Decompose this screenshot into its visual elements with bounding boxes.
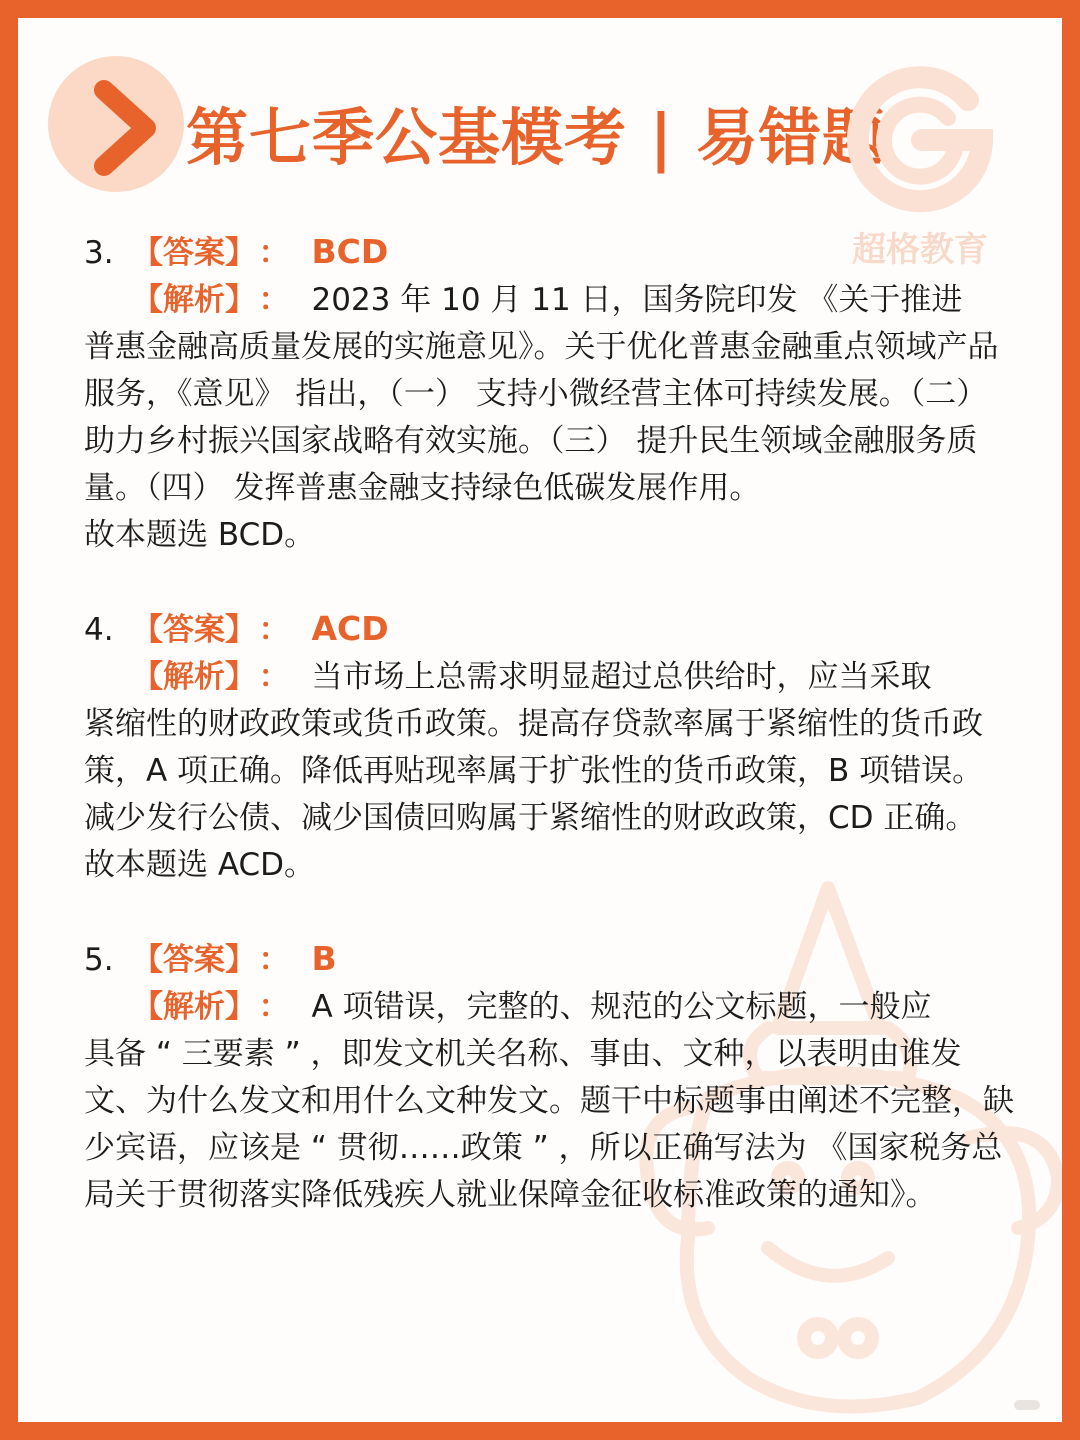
answer-line — [84, 605, 1014, 654]
question-number: 5. — [84, 942, 114, 978]
answer-colon: ： — [258, 235, 290, 271]
analysis-label: 【解析】 — [132, 659, 241, 695]
analysis-label: 【解析】 — [132, 989, 241, 1025]
conclusion-text: 故本题选 ACD。 — [84, 847, 316, 883]
answer-label: 【答案】 — [132, 612, 241, 648]
brand-watermark: 超格教育 — [852, 230, 988, 270]
answer-value: ACD — [311, 609, 389, 648]
question-5 — [84, 935, 1014, 1219]
conclusion-text: 故本题选 BCD。 — [84, 517, 316, 553]
answer-line — [84, 228, 1014, 277]
analysis-line — [84, 984, 1014, 1031]
answer-colon: ： — [258, 942, 290, 978]
answer-value: BCD — [311, 232, 389, 271]
chevron-right-icon — [76, 78, 176, 178]
analysis-colon: ： — [258, 659, 290, 695]
analysis-text: 具备 “ 三要素 ” ，即发文机关名称、事由、文种，以表明由谁发文、为什么发文和用什么文种发文。题干中标题事由阐述不完整，缺少宾语，应该是 “ 贯彻……政策 ” ，所以正确写法为 《国家税务总局关于贯彻落实降低残疾人就业保障金征收标准政策的通知》。 — [84, 1036, 1014, 1213]
analysis-line — [84, 654, 1014, 701]
answer-label: 【答案】 — [132, 235, 241, 271]
chaoge-logo-icon — [840, 58, 1000, 218]
analysis-colon: ： — [258, 989, 290, 1025]
corner-badge — [1014, 1400, 1040, 1410]
analysis-text-first: 当市场上总需求明显超过总供给时，应当采取 — [311, 659, 932, 695]
analysis-text: 普惠金融高质量发展的实施意见》。关于优化普惠金融重点领域产品服务，《意见》 指出，（一） 支持小微经营主体可持续发展。（二） 助力乡村振兴国家战略有效实施。（三） 提升民生领域金融服务质量。（四） 发挥普惠金融支持绿色低碳发展作用。 — [84, 329, 999, 506]
question-number: 4. — [84, 612, 114, 648]
page-title: 第七季公基模考 | 易错题 — [186, 101, 885, 174]
answer-colon: ： — [258, 612, 290, 648]
analysis-text-first: 2023 年 10 月 11 日，国务院印发 《关于推进 — [311, 282, 963, 318]
analysis-text: 紧缩性的财政政策或货币政策。提高存贷款率属于紧缩性的货币政策，A 项正确。降低再贴现率属于扩张性的货币政策，B 项错误。减少发行公债、减少国债回购属于紧缩性的财政政策，CD 正确。 — [84, 706, 984, 836]
question-number: 3. — [84, 235, 114, 271]
question-3 — [84, 228, 1014, 559]
question-4 — [84, 605, 1014, 889]
content — [84, 228, 1014, 1265]
answer-label: 【答案】 — [132, 942, 241, 978]
analysis-line — [84, 277, 1014, 324]
analysis-text-first: A 项错误，完整的、规范的公文标题，一般应 — [311, 989, 932, 1025]
page — [18, 18, 1062, 1422]
analysis-colon: ： — [258, 282, 290, 318]
analysis-label: 【解析】 — [132, 282, 241, 318]
answer-line — [84, 935, 1014, 984]
answer-value: B — [311, 939, 337, 978]
